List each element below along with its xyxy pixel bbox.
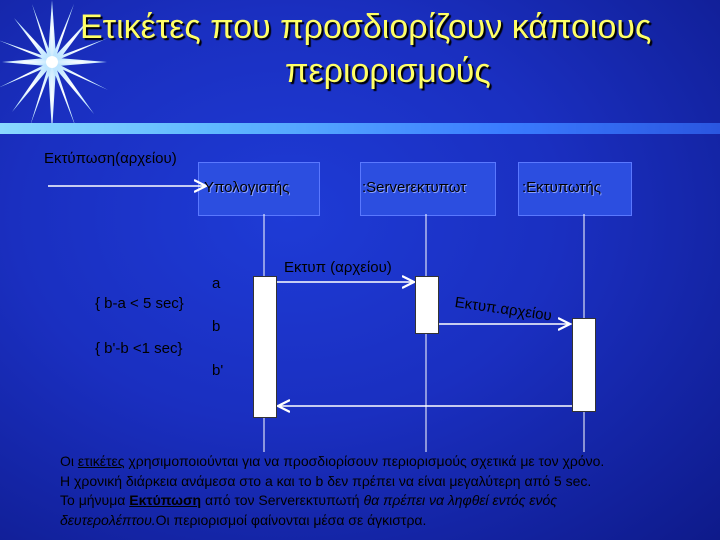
constraint-label-2: { b'-b <1 sec}	[95, 340, 183, 357]
lifeline-label-server: :Serverεκτυπωτ	[362, 179, 467, 196]
message-1-label: Εκτυπ (αρχείου)	[284, 259, 392, 276]
note-line-4-italic: δευτερολέπτου.	[60, 511, 156, 528]
activation-computer	[253, 276, 277, 418]
note-line-3-italic: θα πρέπει να ληφθεί εντός ενός	[363, 492, 558, 508]
note-line-4-post: Οι περιορισμοί φαίνονται μέσα σε άγκιστρα.	[155, 511, 427, 528]
note-labels-link: ετικέτες	[77, 453, 125, 469]
activation-server	[415, 276, 439, 334]
note-print-link: Εκτύπωση	[129, 492, 202, 508]
time-label-a: a	[212, 275, 221, 292]
message-2-label: Εκτυπ.αρχείου	[453, 294, 553, 325]
lifeline-label-printer: :Εκτυπωτής	[522, 179, 601, 196]
title-line-2: περιορισμούς	[285, 52, 491, 90]
title-line-1: Ετικέτες που προσδιορίζουν κάποιους	[80, 8, 652, 46]
explanation-note	[60, 452, 720, 530]
note-line-1-pre: Οι	[60, 453, 78, 469]
time-label-b-prime: b'	[212, 362, 224, 379]
lifeline-label-computer: Υπολογιστής	[204, 179, 290, 196]
time-label-b: b	[212, 318, 221, 335]
note-line-2: Η χρονική διάρκεια ανάμεσα στο a και το b δεν πρέπει να είναι μεγαλύτερη από 5 sec.	[60, 472, 592, 489]
constraint-label-1: { b-a < 5 sec}	[95, 295, 184, 312]
note-line-3-pre: Το μήνυμα	[60, 492, 130, 508]
note-line-1-post: χρησιμοποιούνται για να προσδιορίσουν περιορισμούς σχετικά με τον χρόνο.	[124, 453, 605, 469]
note-line-3-mid: από τον Serverεκτυπωτή	[201, 492, 364, 508]
incoming-message-label: Εκτύπωση(αρχείου)	[44, 150, 177, 167]
activation-printer	[572, 318, 596, 412]
